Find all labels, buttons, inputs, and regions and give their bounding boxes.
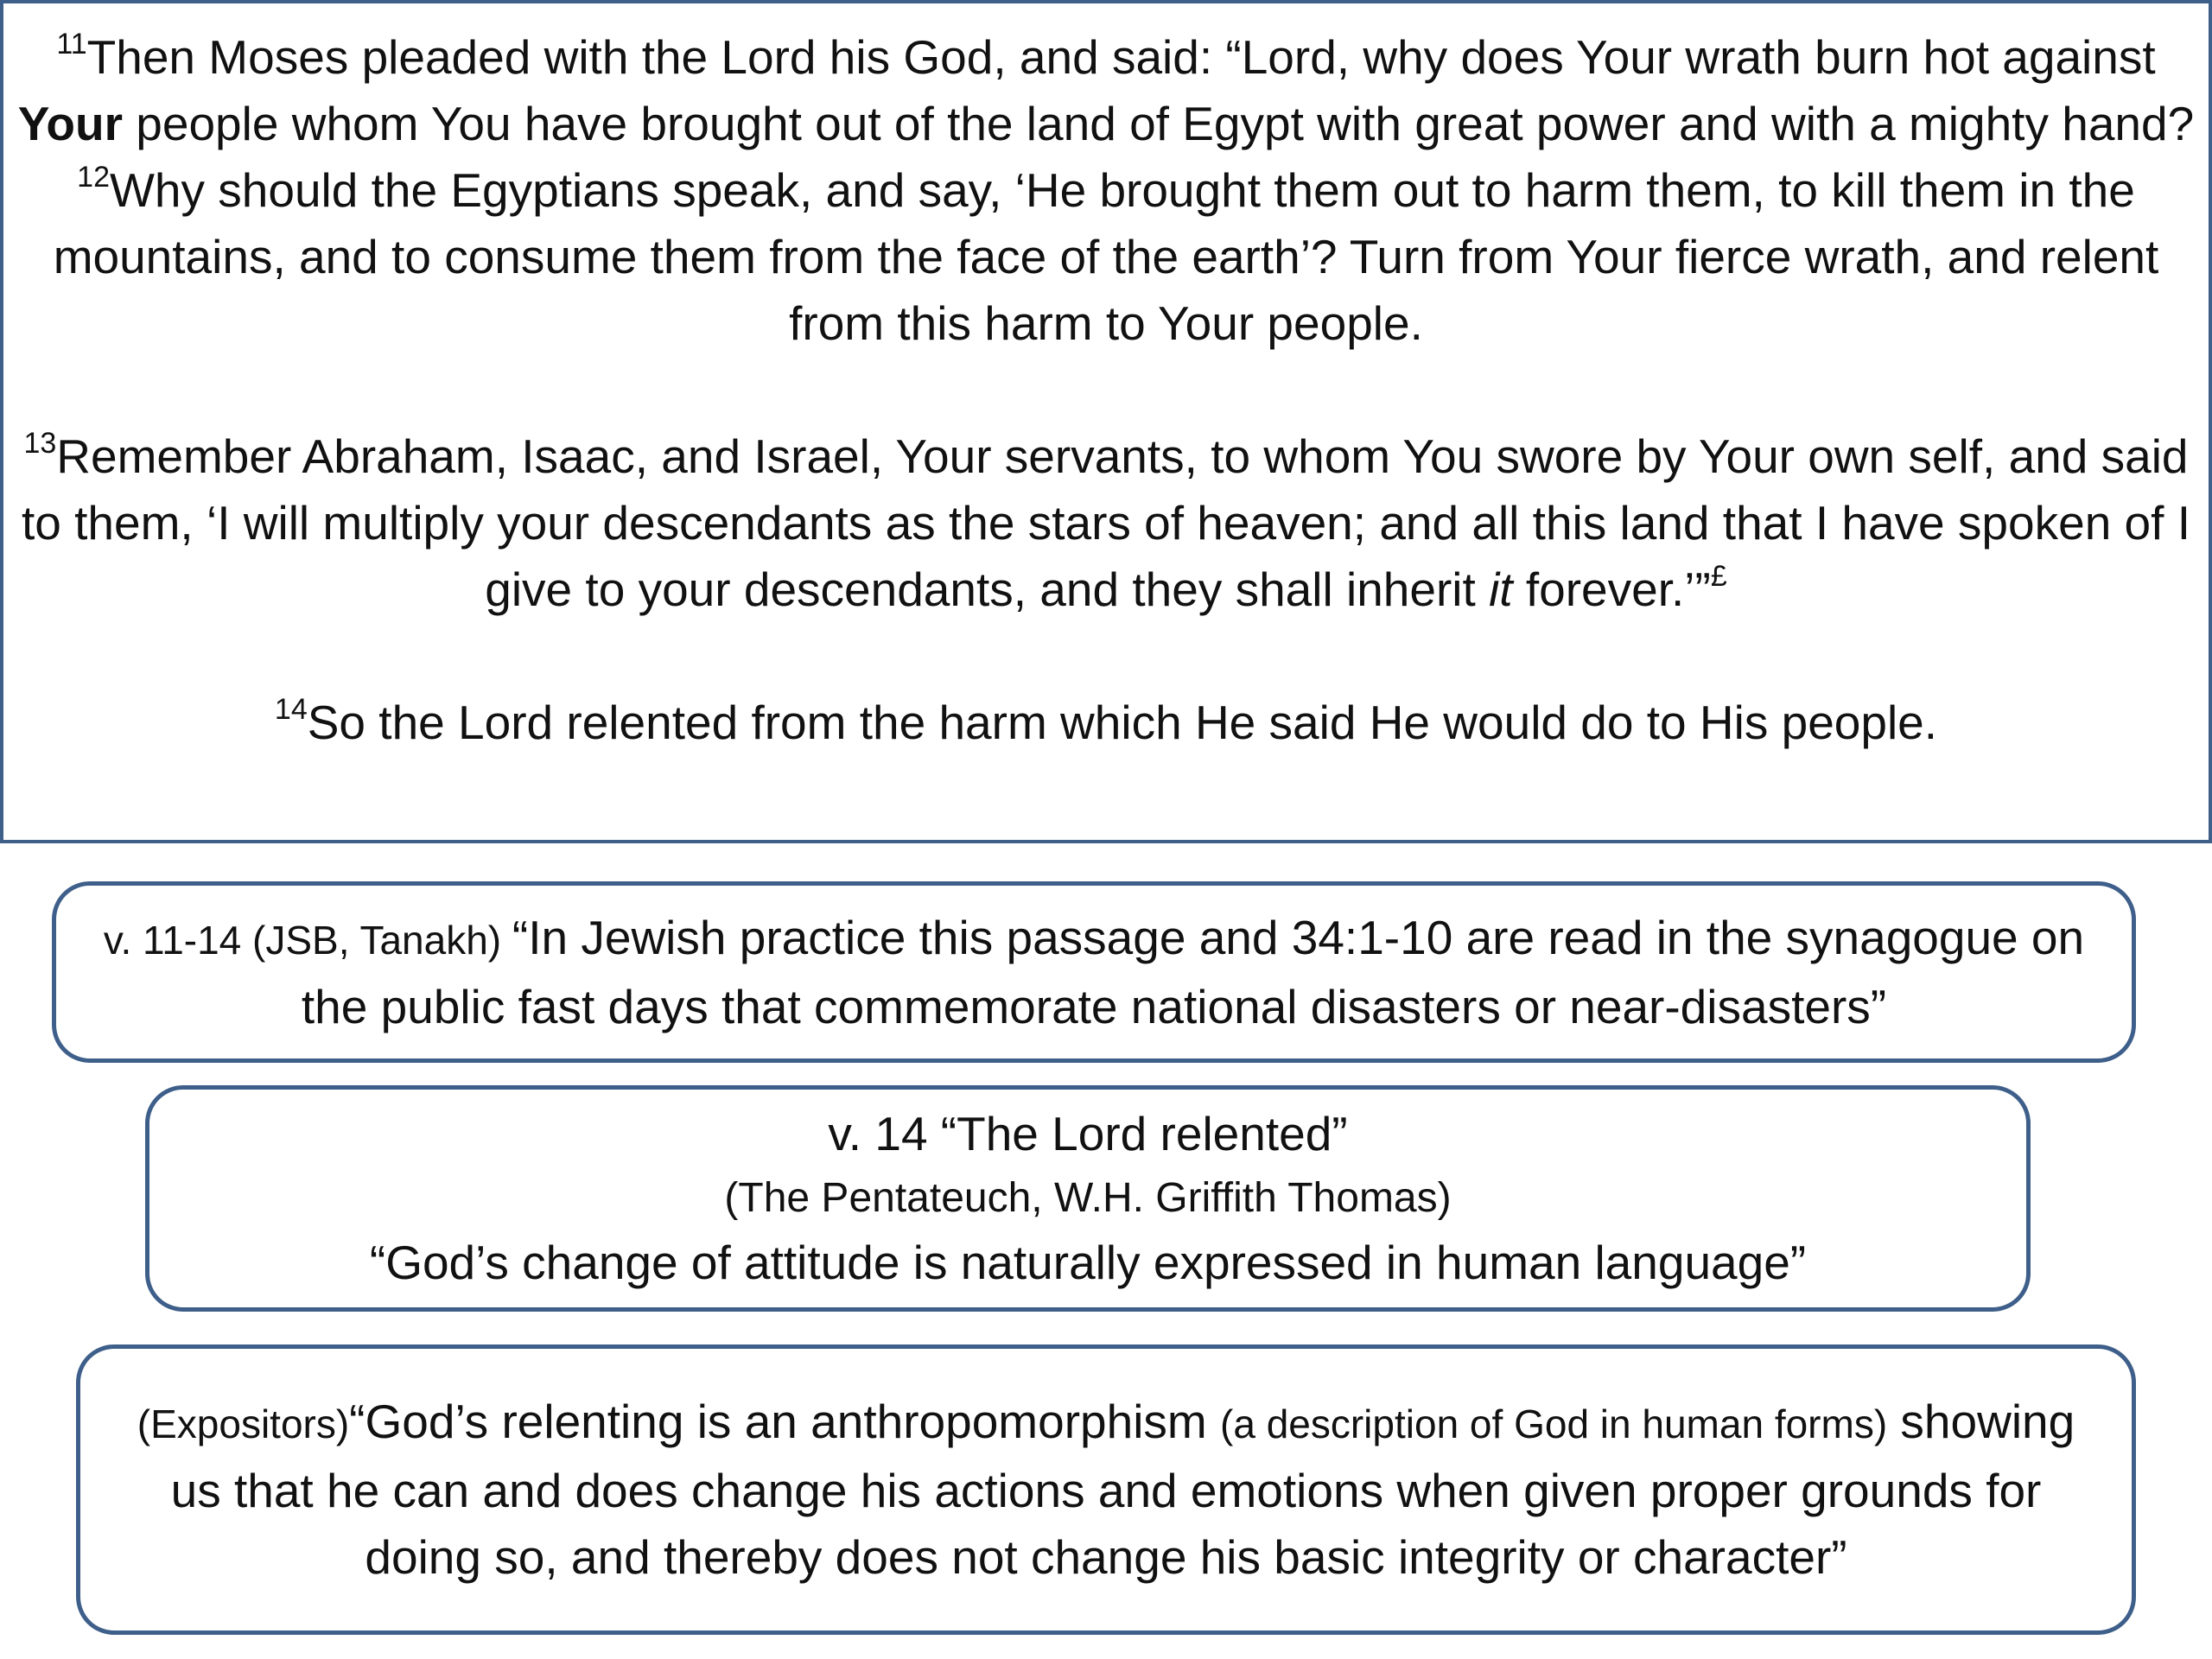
verse-text: forever.’” (1512, 563, 1711, 616)
verse-text: Then Moses pleaded with the Lord his God, and said: “Lord, why does Your wrath burn hot against (86, 30, 2156, 84)
footnote-marker: £ (1710, 559, 1727, 593)
verse-italic: it (1489, 563, 1513, 616)
verse-text: people whom You have brought out of the land of Egypt with great power and with a mighty hand? (123, 97, 2195, 150)
verse-13 (17, 423, 2195, 623)
spacer (17, 357, 2195, 423)
verse-text: Remember Abraham, Isaac, and Israel, Your servants, to whom You swore by Your own self, and said to them, ‘I will multiply your descendants as the stars of heaven; and all this land that I have spoken of I give to your descendants, and they shall inherit (22, 429, 2190, 616)
verse-emphasis: Your (17, 97, 123, 150)
expositors-parenthetical: (a description of God in human forms) (1220, 1402, 1888, 1446)
verse-number: 13 (23, 426, 57, 460)
expositors-quote: showing us that he can and does change his actions and emotions when given proper grounds for doing so, and thereby does not change his basic integrity or character” (170, 1395, 2075, 1584)
expositors-note-box (76, 1344, 2136, 1635)
verse-12 (17, 157, 2195, 357)
jsb-note-box (52, 881, 2136, 1063)
verse-number: 12 (77, 160, 110, 194)
jsb-quote: “In Jewish practice this passage and 34:1-10 are read in the synagogue on the public fast days that commemorate national disasters or near-disasters” (301, 910, 2085, 1033)
jsb-note (82, 905, 2106, 1040)
verse-11 (17, 24, 2195, 157)
expositors-quote: “God’s relenting is an anthropomorphism (349, 1395, 1221, 1448)
griffith-note-box (145, 1085, 2031, 1312)
verse-number: 14 (274, 692, 308, 726)
expositors-note (115, 1389, 2097, 1591)
verse-14 (17, 690, 2195, 756)
jsb-source: v. 11-14 (JSB, Tanakh) (103, 917, 512, 963)
verse-text: Why should the Egyptians speak, and say, ‘He brought them out to harm them, to kill them in the mountains, and to consume them from the face of the earth’? Turn from Your fierce wrath, and relent from this harm to Your people. (53, 163, 2159, 350)
griffith-quote: “God’s change of attitude is naturally expressed in human language” (369, 1236, 1807, 1289)
spacer (17, 623, 2195, 690)
expositors-source: (Expositors) (137, 1402, 350, 1446)
griffith-source: (The Pentateuch, W.H. Griffith Thomas) (724, 1175, 1452, 1221)
verse-text: So the Lord relented from the harm which He said He would do to His people. (307, 696, 1938, 749)
verse-number: 11 (56, 27, 87, 60)
griffith-heading: v. 14 “The Lord relented” (828, 1107, 1348, 1160)
